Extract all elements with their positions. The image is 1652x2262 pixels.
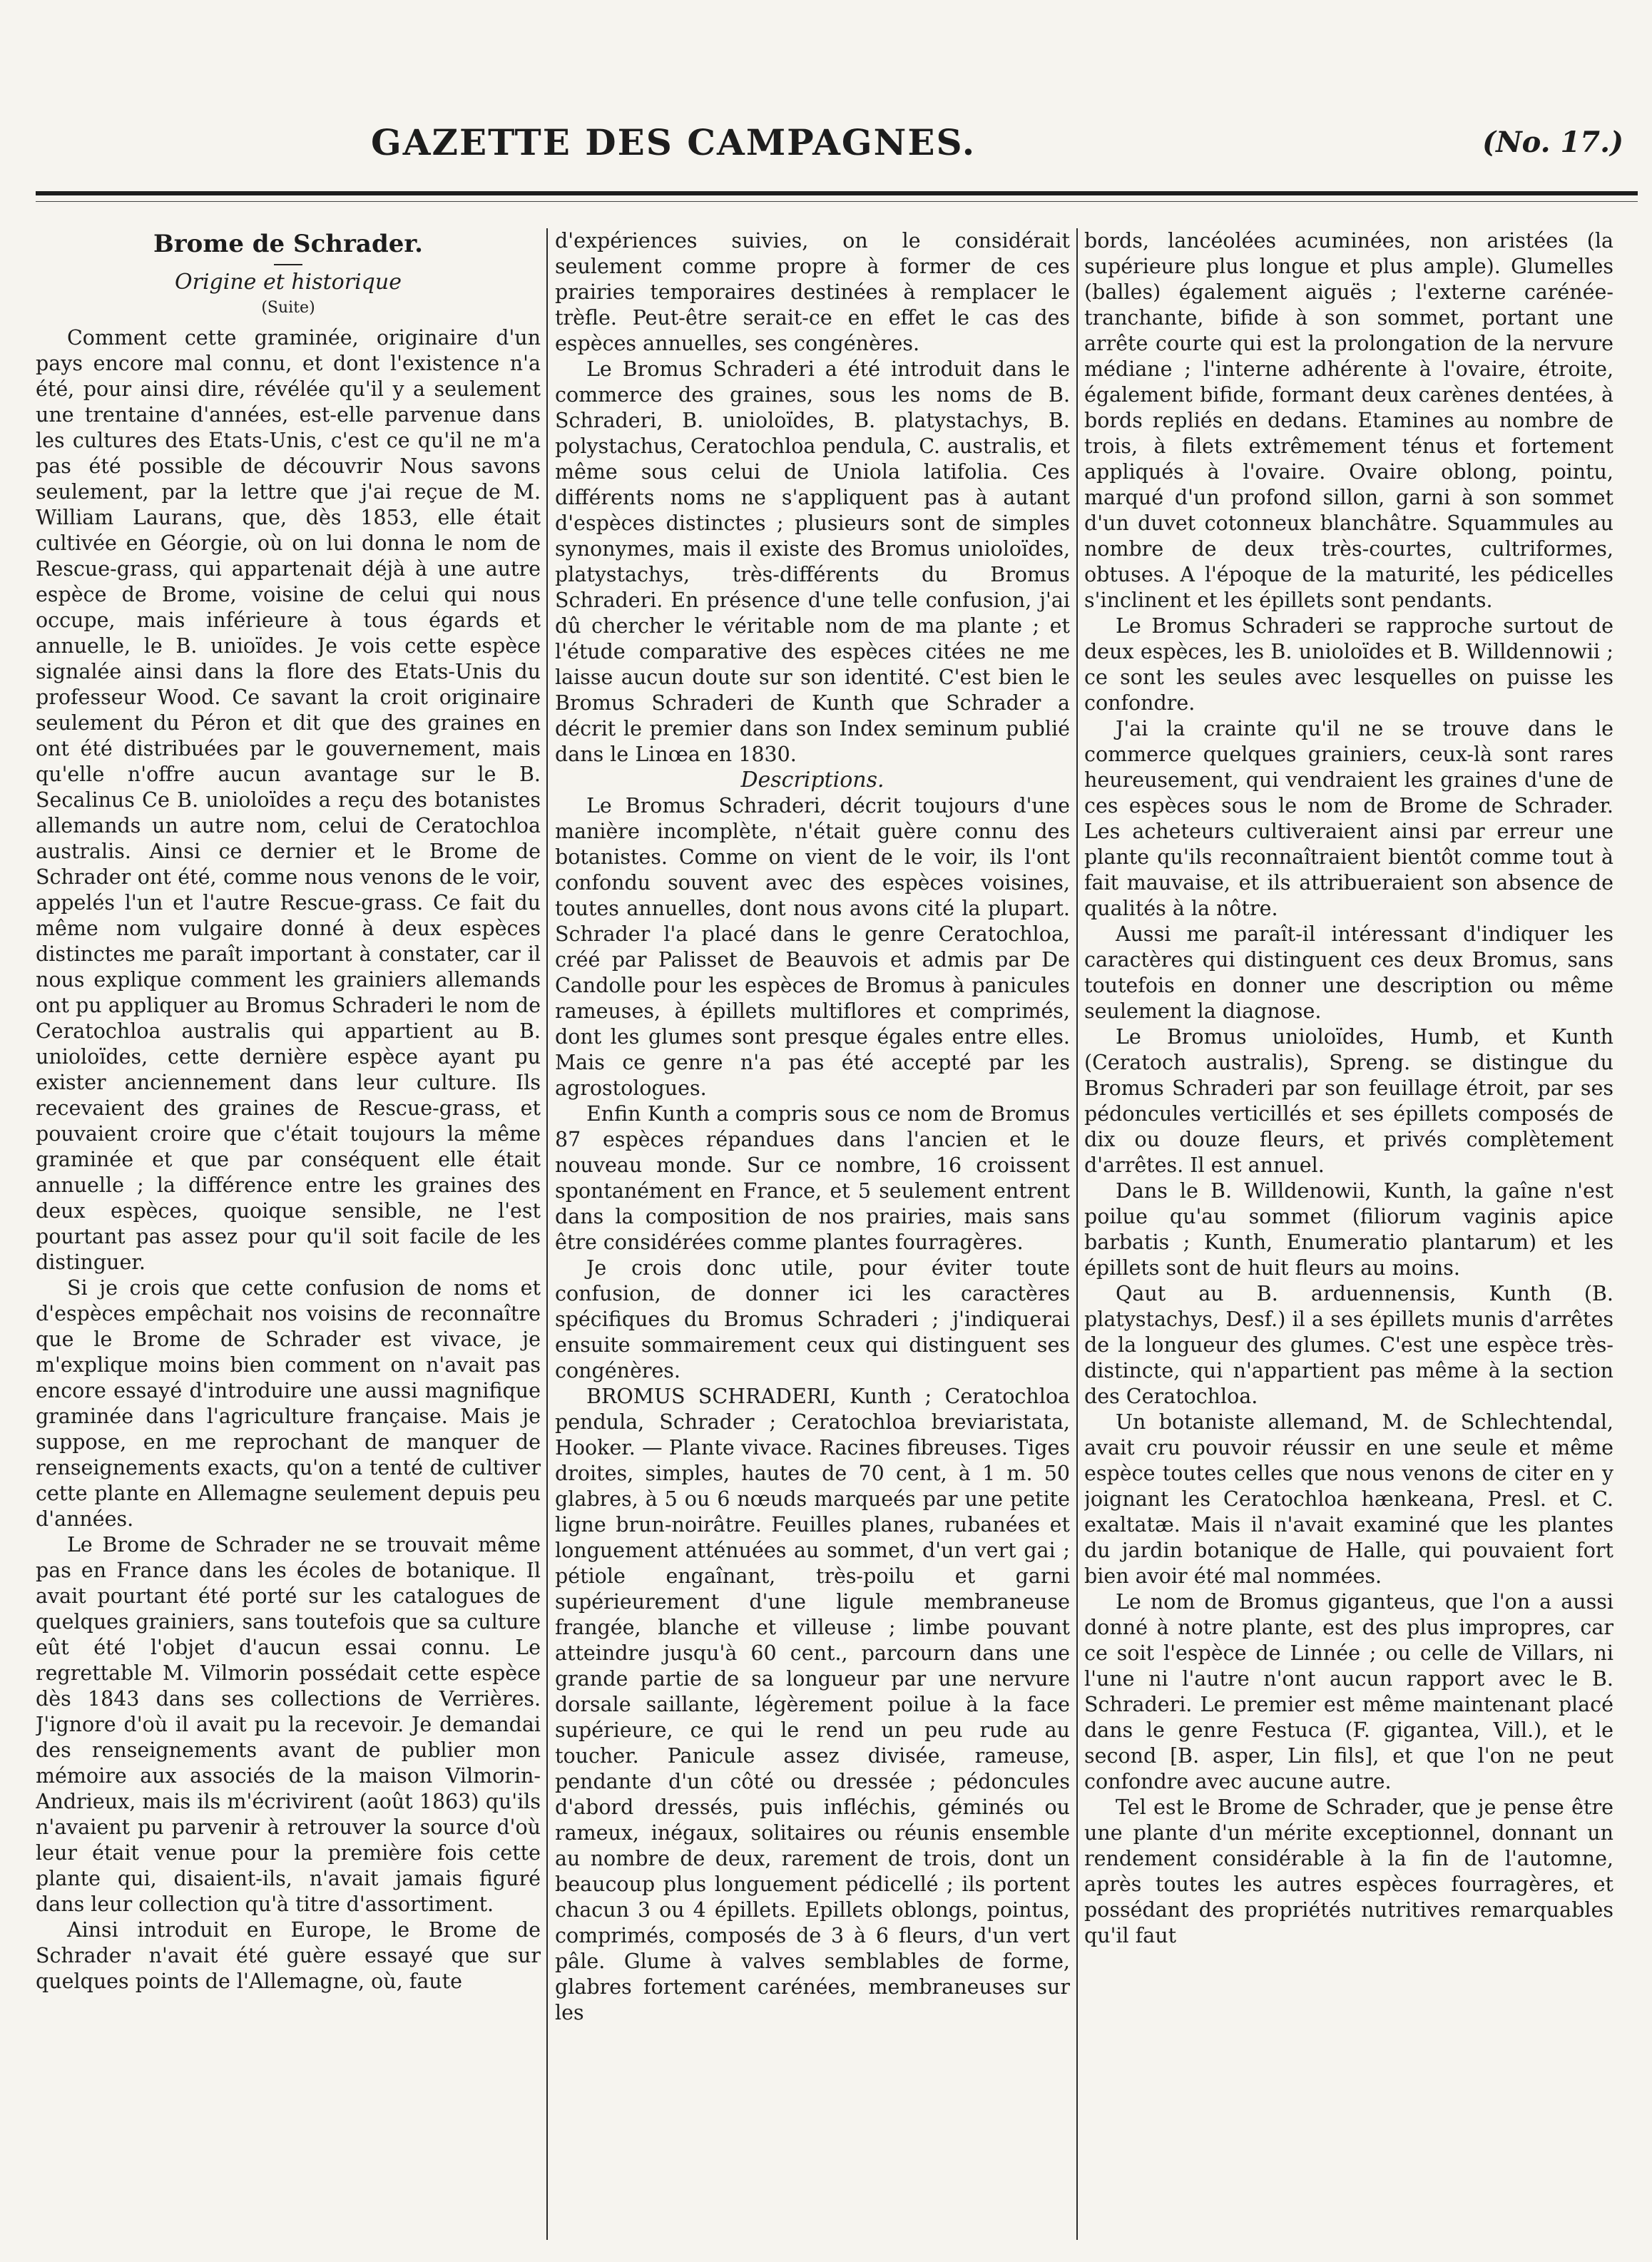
section-heading: Origine et historique (175, 270, 402, 295)
column-3 (1084, 228, 1613, 2240)
paragraph: Le Bromus unioloïdes, Humb, et Kunth (Ceratoch australis), Spreng. se distingue du Bromus Schraderi par son feuillage étroit, par ses pédoncules verticillés et ses épillets composés de dix ou douze fleurs, et privés complètement d'arrêtes. Il est annuel. (1084, 1025, 1613, 1177)
paragraph: Tel est le Brome de Schrader, que je pense être une plante d'un mérite exceptionnel, donnant un rendement considérable à la fin de l'automne, après toutes les autres espèces fourragères, et possédant des propriétés nutritives remarquables qu'il faut (1084, 1795, 1613, 1947)
issue-number: (No. 17.) (1482, 126, 1623, 159)
paragraph: Dans le B. Willdenowii, Kunth, la gaîne n'est poilue qu'au sommet (filiorum vaginis apice barbatis ; Kunth, Enumeratio plantarum) et les épillets sont de huit fleurs au moins. (1084, 1179, 1613, 1280)
header-rule (36, 191, 1638, 195)
paragraph: Aussi me paraît-il intéressant d'indiquer les caractères qui distinguent ces deux Bromus, sans toutefois en donner une description ou même seulement la diagnose. (1084, 922, 1613, 1023)
paragraph: Le Bromus Schraderi, décrit toujours d'une manière incomplète, n'était guère connu des botanistes. Comme on vient de le voir, ils l'ont confondu souvent avec des espèces voisines, toutes annuelles, dont nous avons cité la plupart. Schrader l'a placé dans le genre Ceratochloa, créé par Palisset de Beauvois et admis par De Candolle pour les espèces de Bromus à panicules rameuses, à épillets multiflores et comprimés, dont les glumes sont presque égales entre elles. Mais ce genre n'a pas été accepté par les agrostologues. (555, 794, 1070, 1100)
paragraph: Le Bromus Schraderi se rapproche surtout de deux espèces, les B. unioloïdes et B. Willdennowii ; ce sont les seules avec lesquelles on puisse les confondre. (1084, 614, 1613, 715)
column-1 (36, 228, 541, 2240)
paragraph: bords, lancéolées acuminées, non aristées (la supérieure plus longue et plus ample). Glumelles (balles) également aiguës ; l'externe carénée-tranchante, bifide à son sommet, portant une arrête courte qui est la prolongation de la nervure médiane ; l'interne adhérente à l'ovaire, étroite, également bifide, formant deux carènes dentées, à bords repliés en dedans. Etamines au nombre de trois, à filets extrêmement ténus et fortement appliqués à l'ovaire. Ovaire oblong, pointu, marqué d'un profond sillon, garni à son sommet d'un duvet cotonneux blanchâtre. Squammules au nombre de deux très-courtes, cultriformes, obtuses. A l'époque de la maturité, les pédicelles s'inclinent et les épillets sont pendants. (1084, 229, 1613, 612)
article-columns (36, 228, 1623, 2240)
paragraph: Le Brome de Schrader ne se trouvait même pas en France dans les écoles de botanique. Il avait pourtant été porté sur les catalogues de quelques grainiers, sans toutefois que sa culture eût été l'objet d'aucun essai connu. Le regrettable M. Vilmorin possédait cette espèce dès 1843 dans ses collections de Verrières. J'ignore d'où il avait pu la recevoir. Je demandai des renseignements avant de publier mon mémoire aux associés de la maison Vilmorin-Andrieux, mais ils m'écrivirent (août 1863) qu'ils n'avaient pu parvenir à retrouver la source d'où leur était venue pour la première fois cette plante qui, disaient-ils, n'avait jamais figuré dans leur collection qu'à titre d'assortiment. (36, 1533, 541, 1916)
article-title: Brome de Schrader. (153, 230, 423, 258)
newspaper-title: GAZETTE DES CAMPAGNES. (371, 121, 977, 163)
paragraph: Je crois donc utile, pour éviter toute confusion, de donner ici les caractères spécifiques du Bromus Schraderi ; j'indiquerai ensuite sommairement ceux qui distinguent ses congénères. (555, 1256, 1070, 1382)
paragraph: d'expériences suivies, on le considérait seulement comme propre à former de ces prairies temporaires destinées à remplacer le trèfle. Peut-être serait-ce en effet le cas des espèces annuelles, ses congénères. (555, 229, 1070, 355)
paragraph: Si je crois que cette confusion de noms et d'espèces empêchait nos voisins de reconnaître que le Brome de Schrader est vivace, je m'explique moins bien comment on n'avait pas encore essayé d'introduire une aussi magnifique graminée dans l'agriculture française. Mais je suppose, en me reprochant de manquer de renseignements exacts, qu'on a tenté de cultiver cette plante en Allemagne seulement depuis peu d'années. (36, 1276, 541, 1531)
paragraph: Ainsi introduit en Europe, le Brome de Schrader n'avait été guère essayé que sur quelques points de l'Allemagne, où, faute (36, 1918, 541, 1993)
column-divider (546, 228, 548, 2240)
title-rule (274, 264, 302, 265)
continued-note: (Suite) (261, 299, 315, 317)
paragraph: Enfin Kunth a compris sous ce nom de Bromus 87 espèces répandues dans l'ancien et le nouveau monde. Sur ce nombre, 16 croissent spontanément en France, et 5 seulement entrent dans la composition de nos prairies, mais sans être considérées comme plantes fourragères. (555, 1102, 1070, 1254)
column-2 (555, 228, 1070, 2240)
header-rule-thin (36, 201, 1638, 202)
paragraph: Qaut au B. arduennensis, Kunth (B. platystachys, Desf.) il a ses épillets munis d'arrêtes de la longueur des glumes. C'est une espèce très-distincte, qui n'appartient pas même à la section des Ceratochloa. (1084, 1282, 1613, 1408)
paragraph: Un botaniste allemand, M. de Schlechtendal, avait cru pouvoir réussir en une seule et même espèce toutes celles que nous venons de citer en y joignant les Ceratochloa hænkeana, Presl. et C. exaltatæ. Mais il n'avait examiné que les plantes du jardin botanique de Halle, qui pouvaient fort bien avoir été mal nommées. (1084, 1410, 1613, 1588)
paragraph: Le Bromus Schraderi a été introduit dans le commerce des graines, sous les noms de B. Schraderi, B. unioloïdes, B. platystachys, B. polystachus, Ceratochloa pendula, C. australis, et même sous celui de Uniola latifolia. Ces différents noms ne s'appliquent pas à autant d'espèces distinctes ; plusieurs sont de simples synonymes, mais il existe des Bromus unioloïdes, platystachys, très-différents du Bromus Schraderi. En présence d'une telle confusion, j'ai dû chercher le véritable nom de ma plante ; et l'étude comparative des espèces citées ne me laisse aucun doute sur son identité. C'est bien le Bromus Schraderi de Kunth que Schrader a décrit le premier dans son Index seminum publié dans le Linœa en 1830. (555, 357, 1070, 766)
section-heading: Descriptions. (740, 768, 884, 793)
paragraph: BROMUS SCHRADERI, Kunth ; Ceratochloa pendula, Schrader ; Ceratochloa breviaristata, Hooker. — Plante vivace. Racines fibreuses. Tiges droites, simples, hautes de 70 cent, à 1 m. 50 glabres, à 5 ou 6 nœuds marqueés par une petite ligne brun-noirâtre. Feuilles planes, rubanées et longuement atténuées au sommet, d'un vert gai ; pétiole engaînant, très-poilu et garni supérieurement d'une ligule membraneuse frangée, blanche et villeuse ; limbe pouvant atteindre jusqu'à 60 cent., parcourn dans une grande partie de sa longueur par une nervure dorsale saillante, légèrement poilue à la face supérieure, ce qui le rend un peu rude au toucher. Panicule assez divisée, rameuse, pendante d'un côté ou dressée ; pédoncules d'abord dressés, puis infléchis, géminés ou rameux, inégaux, solitaires ou réunis ensemble au nombre de deux, rarement de trois, dont un beaucoup plus longuement pédicellé ; ils portent chacun 3 ou 4 épillets. Epillets oblongs, pointus, comprimés, composés de 3 à 6 fleurs, d'un vert pâle. Glume à valves semblables de forme, glabres fortement carénées, membraneuses sur les (555, 1385, 1070, 2024)
masthead (0, 121, 1652, 178)
column-divider (1076, 228, 1078, 2240)
paragraph: J'ai la crainte qu'il ne se trouve dans le commerce quelques grainiers, ceux-là sont rares heureusement, qui vendraient les graines d'une de ces espèces sous le nom de Brome de Schrader. Les acheteurs cultiveraient ainsi par erreur une plante qu'ils reconnaîtraient bientôt comme tout à fait mauvaise, et ils attribueraient son absence de qualités à la nôtre. (1084, 717, 1613, 920)
paragraph: Le nom de Bromus giganteus, que l'on a aussi donné à notre plante, est des plus impropres, car ce soit l'espèce de Linnée ; ou celle de Villars, ni l'une ni l'autre n'ont aucun rapport avec le B. Schraderi. Le premier est même maintenant placé dans le genre Festuca (F. gigantea, Vill.), et le second [B. asper, Lin fils], et que l'on ne peut confondre avec aucune autre. (1084, 1590, 1613, 1793)
paragraph: Comment cette graminée, originaire d'un pays encore mal connu, et dont l'existence n'a été, pour ainsi dire, révélée qu'il y a seulement une trentaine d'années, est-elle parvenue dans les cultures des Etats-Unis, c'est ce qu'il ne m'a pas été possible de découvrir Nous savons seulement, par la lettre que j'ai reçue de M. William Laurans, que, dès 1853, elle était cultivée en Géorgie, où on lui donna le nom de Rescue-grass, qui appartenait déjà à une autre espèce de Brome, voisine de celui qui nous occupe, mais inférieure à tous égards et annuelle, le B. unioïdes. Je vois cette espèce signalée ainsi dans la flore des Etats-Unis du professeur Wood. Ce savant la croit originaire seulement du Péron et dit que des graines en ont été distribuées par le gouvernement, mais qu'elle n'offre aucun avantage sur le B. Secalinus Ce B. unioloïdes a reçu des botanistes allemands un autre nom, celui de Ceratochloa australis. Ainsi ce dernier et le Brome de Schrader ont été, comme nous venons de le voir, appelés l'un et l'autre Rescue-grass. Ce fait du même nom vulgaire donné à deux espèces distinctes me paraît important à constater, car il nous explique comment les grainiers allemands ont pu appliquer au Bromus Schraderi le nom de Ceratochloa australis qui appartient au B. unioloïdes, cette dernière espèce ayant pu exister anciennement dans leur culture. Ils recevaient des graines de Rescue-grass, et pouvaient croire que c'était toujours la même graminée et que par conséquent elle était annuelle ; la différence entre les graines des deux espèces, quoique sensible, ne l'est pourtant pas assez pour qu'il soit facile de les distinguer. (36, 326, 541, 1274)
